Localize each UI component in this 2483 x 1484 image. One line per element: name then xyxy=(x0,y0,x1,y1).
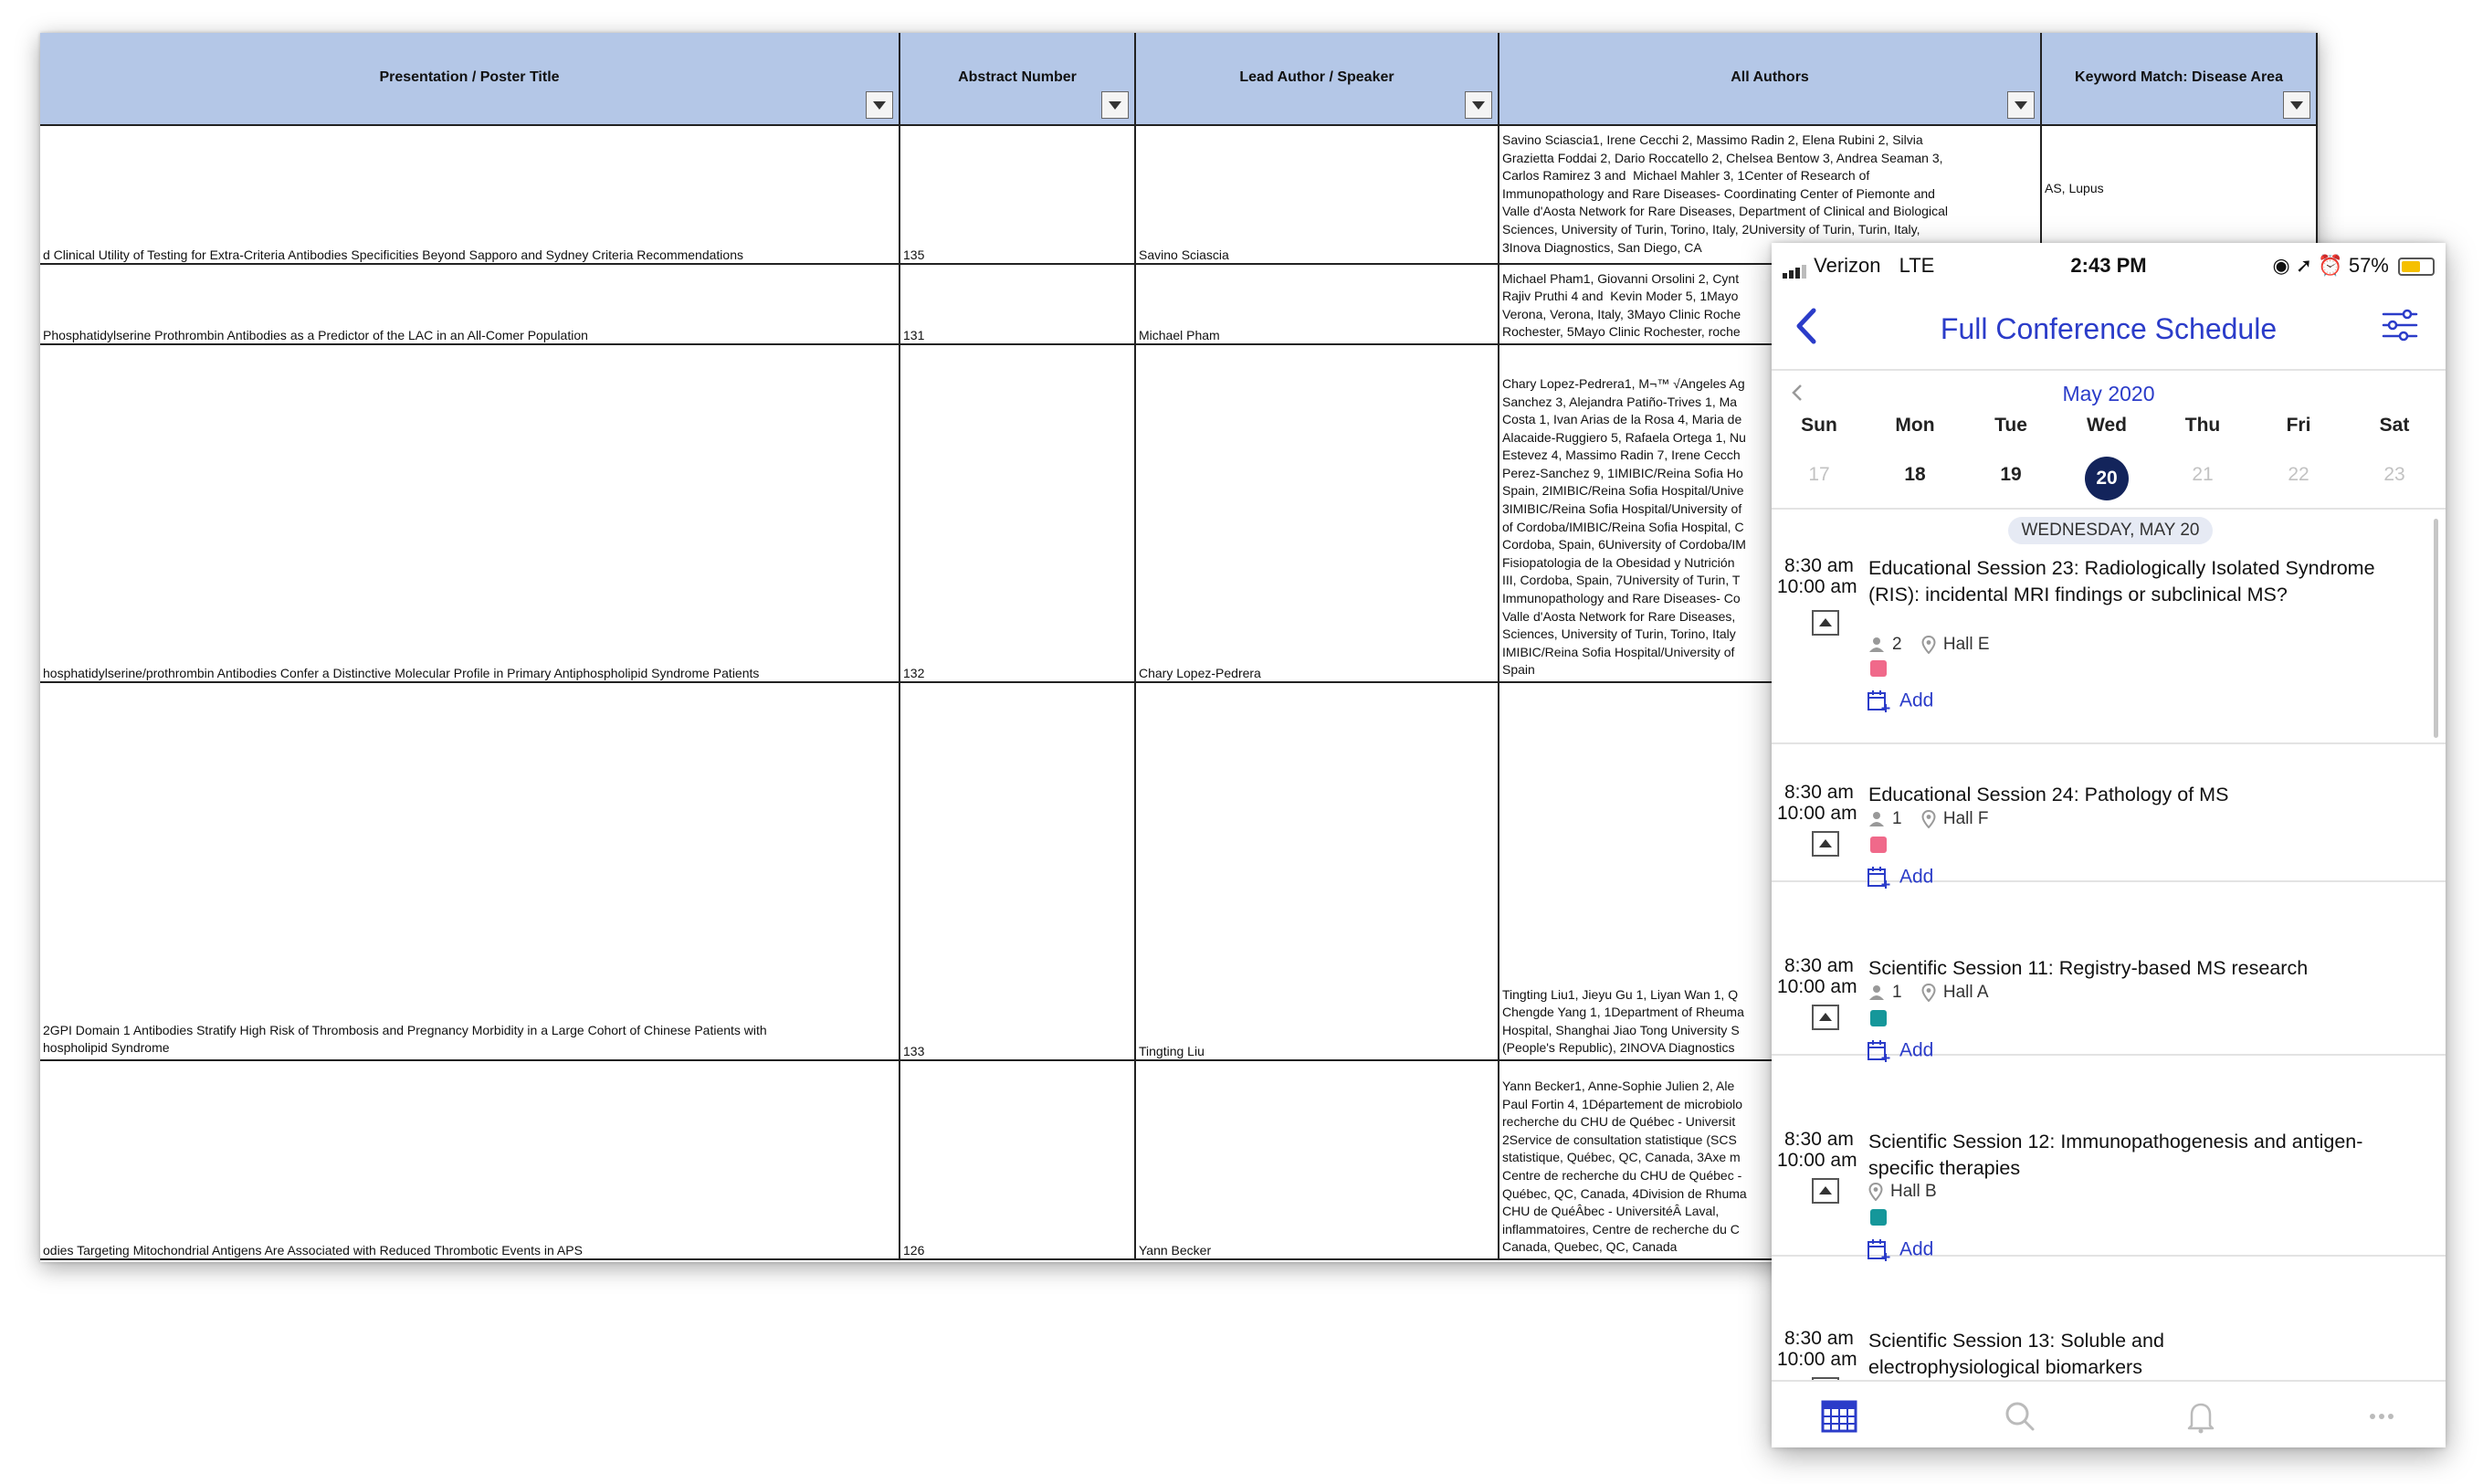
session-title: Scientific Session 11: Registry-based MS research xyxy=(1868,957,2309,979)
cell-text: Michael Pham xyxy=(1139,328,1220,342)
cell-text: Savino Sciascia xyxy=(1139,247,1229,262)
battery-icon xyxy=(2398,258,2435,276)
people-count: 2 xyxy=(1892,635,1902,654)
calendar-add-icon xyxy=(1867,866,1890,889)
session-start-time: 8:30 am xyxy=(1784,1328,1854,1349)
person-icon xyxy=(1868,984,1885,1001)
cell-text: hosphatidylserine/prothrombin Antibodies Confer a Distinctive Molecular Profile in Primary Antiphospholipid Syndrome Patients xyxy=(43,666,760,680)
filter-dropdown-button[interactable] xyxy=(2283,91,2310,119)
session-meta xyxy=(1868,635,1990,655)
cell-text: AS, Lupus xyxy=(2045,181,2104,195)
cell-text: 132 xyxy=(903,666,925,680)
session-item[interactable] xyxy=(1772,1328,2446,1382)
filter-dropdown-button[interactable] xyxy=(2007,91,2035,119)
session-title: Educational Session 23: Radiologically Isolated Syndrome (RIS): incidental MRI findings or subclinical MS? xyxy=(1868,557,2375,605)
location-pin-icon xyxy=(1921,636,1936,654)
cell-lead[interactable] xyxy=(1136,345,1499,681)
cell-text: d Clinical Utility of Testing for Extra-Criteria Antibodies Specificities Beyond Sapporo and Sydney Criteria Recommendations xyxy=(43,247,743,262)
session-item[interactable] xyxy=(1772,555,2446,744)
nav-bar xyxy=(1772,287,2446,371)
cell-abstract[interactable] xyxy=(900,345,1136,681)
session-end-time: 10:00 am xyxy=(1777,803,1857,824)
session-end-time: 10:00 am xyxy=(1777,1349,1857,1370)
session-meta xyxy=(1868,983,1989,1003)
search-icon[interactable] xyxy=(2000,1398,2040,1435)
collapse-toggle[interactable] xyxy=(1812,610,1839,636)
session-title: Educational Session 24: Pathology of MS xyxy=(1868,784,2229,805)
column-header-label: Lead Author / Speaker xyxy=(1239,69,1394,85)
track-color-tag xyxy=(1870,1010,1887,1026)
collapse-toggle[interactable] xyxy=(1812,831,1839,857)
weekday-label: Sun xyxy=(1801,415,1837,436)
session-location: Hall F xyxy=(1942,809,1989,828)
network-label: LTE xyxy=(1899,254,1935,277)
column-header-abstract[interactable] xyxy=(900,33,1136,124)
cell-text: odies Targeting Mitochondrial Antigens Are Associated with Reduced Thrombotic Events in APS xyxy=(43,1243,583,1258)
weekday-label: Wed xyxy=(2087,415,2127,436)
weekday-label: Tue xyxy=(1994,415,2027,436)
add-label: Add xyxy=(1899,1238,1934,1260)
status-bar xyxy=(1772,243,2446,287)
cell-text: Chary Lopez-Pedrera1, M¬™ √Angeles Ag Sanchez 3, Alejandra Patiño-Trives 1, Ma Costa 1, Ivan Arias de la Rosa 4, Maria de Alacaide-Ruggiero 5, Rafaela Ortega 1, Nu Estevez 4, Massimo Radin 7, Irene Cecch Perez-Sanchez 9, 1IMIBIC/Reina Sofia Ho Spain, 2IMIBIC/Reina Sofia Hospital/Unive 3IMIBIC/Reina Sofia Hospital/University of of Cordoba/IMIBIC/Reina Sofia Hospital, C Cordoba, Spain, 6University of Cordoba/IM Fisiopatologia de la Obesidad y Nutrición III, Cordoba, Spain, 7University of Turin, T Immunopathology and Rare Diseases- Co Valle d'Aosta Network for Rare Diseases, Sciences, University of Turin, Torino, Italy IMIBIC/Reina Sofia Hospital/University of Spain xyxy=(1502,375,1746,678)
add-to-schedule-button[interactable] xyxy=(1867,689,1933,713)
collapse-toggle[interactable] xyxy=(1812,1005,1839,1030)
track-color-tag xyxy=(1870,1209,1887,1226)
people-count: 1 xyxy=(1892,983,1902,1002)
location-pin-icon xyxy=(1921,810,1936,828)
track-color-tag xyxy=(1870,837,1887,853)
cell-abstract[interactable] xyxy=(900,124,1136,263)
more-icon[interactable] xyxy=(2362,1398,2402,1435)
add-to-schedule-button[interactable] xyxy=(1867,1238,1933,1262)
filter-sliders-icon[interactable] xyxy=(2380,305,2420,345)
cell-abstract[interactable] xyxy=(900,1061,1136,1258)
date-row xyxy=(1772,457,2446,502)
date-cell[interactable]: 19 xyxy=(2000,464,2022,485)
weekday-label: Thu xyxy=(2184,415,2221,436)
cell-text: Phosphatidylserine Prothrombin Antibodies as a Predictor of the LAC in an All-Comer Population xyxy=(43,328,588,342)
add-label: Add xyxy=(1899,1039,1934,1061)
location-pin-icon xyxy=(1868,1183,1883,1201)
session-start-time: 8:30 am xyxy=(1784,782,1854,803)
session-title: Scientific Session 13: Soluble and electrophysiological biomarkers xyxy=(1868,1330,2164,1378)
cell-text: Tingting Liu xyxy=(1139,1044,1205,1058)
session-meta xyxy=(1868,809,1988,829)
add-to-schedule-button[interactable] xyxy=(1867,1039,1933,1063)
weekday-label: Mon xyxy=(1895,415,1935,436)
filter-dropdown-button[interactable] xyxy=(1465,91,1492,119)
people-count: 1 xyxy=(1892,809,1902,828)
column-header-keyword[interactable] xyxy=(2042,33,2318,124)
column-header-label: Keyword Match: Disease Area xyxy=(2075,69,2283,85)
date-cell[interactable]: 17 xyxy=(1808,464,1830,485)
cell-title[interactable] xyxy=(40,683,900,1059)
status-right xyxy=(2272,254,2435,278)
cell-text: 135 xyxy=(903,247,925,262)
cell-text: Michael Pham1, Giovanni Orsolini 2, Cynt Rajiv Pruthi 4 and Kevin Moder 5, 1Mayo Verona, Verona, Italy, 3Mayo Clinic Roche Rochester, 5Mayo Clinic Rochester, roche xyxy=(1502,270,1741,340)
date-cell[interactable]: 22 xyxy=(2288,464,2309,485)
session-start-time: 8:30 am xyxy=(1784,955,1854,976)
cell-abstract[interactable] xyxy=(900,683,1136,1059)
status-time: 2:43 PM xyxy=(2070,254,2147,277)
cell-text: Yann Becker xyxy=(1139,1243,1212,1258)
filter-dropdown-button[interactable] xyxy=(1101,91,1129,119)
date-cell-selected[interactable]: 20 xyxy=(2085,457,2129,500)
session-meta xyxy=(1868,1182,1937,1202)
cell-lead[interactable] xyxy=(1136,124,1499,263)
session-end-time: 10:00 am xyxy=(1777,576,1857,597)
date-cell[interactable]: 23 xyxy=(2383,464,2405,485)
bell-icon[interactable] xyxy=(2181,1398,2221,1435)
weekday-label: Sat xyxy=(2379,415,2410,436)
column-header-title[interactable] xyxy=(40,33,900,124)
cell-text: Tingting Liu1, Jieyu Gu 1, Liyan Wan 1, Q Chengde Yang 1, 1Department of Rheuma Hospital, Shanghai Jiao Tong University S (People's Republic), 2INOVA Diagnostics xyxy=(1502,986,1744,1056)
carrier-label: Verizon xyxy=(1814,254,1881,277)
add-label: Add xyxy=(1899,866,1934,888)
column-header-authors[interactable] xyxy=(1499,33,2042,124)
session-item[interactable] xyxy=(1772,1129,2446,1260)
cell-text: Chary Lopez-Pedrera xyxy=(1139,666,1261,680)
calendar-icon[interactable] xyxy=(1819,1398,1859,1435)
calendar-add-icon xyxy=(1867,1238,1890,1262)
calendar-add-icon xyxy=(1867,689,1890,713)
cell-title[interactable] xyxy=(40,1061,900,1258)
cell-text: Savino Sciascia1, Irene Cecchi 2, Massimo Radin 2, Elena Rubini 2, Silvia Grazietta Foddai 2, Dario Roccatello 2, Chelsea Bentow 3, Andrea Seaman 3, Carlos Ramirez 3 and Michael Mahler 3, 1Center of Research of Immunopathology and Rare Diseases- Coordinating Center of Piemonte and Valle d'Aosta Network for Rare Diseases, Department of Clinical and Biological Sciences, University of Turin, Torino, Italy, 2University of Turin, Turin, Italy, 3Inova Diagnostics, San Diego, CA xyxy=(1502,132,1948,255)
session-end-time: 10:00 am xyxy=(1777,1150,1857,1171)
header-row xyxy=(40,33,2318,126)
person-icon xyxy=(1868,637,1885,653)
month-label: May 2020 xyxy=(2062,382,2155,405)
cell-abstract[interactable] xyxy=(900,265,1136,343)
cell-title[interactable] xyxy=(40,345,900,681)
session-location: Hall B xyxy=(1890,1182,1937,1201)
cell-text: Yann Becker1, Anne-Sophie Julien 2, Ale Paul Fortin 4, 1Département de microbiolo recherche du CHU de Québec - Universit 2Service de consultation statistique (SCS statistique, Québec, QC, Canada, 3Axe m Centre de recherche du CHU de Québec - Québec, QC, Canada, 4Division de Rhuma CHU de QuéÂbec - UniversitéÂ Laval, inflammatoires, Centre de recherche du C Canada, Quebec, QC, Canada xyxy=(1502,1079,1747,1255)
cell-lead[interactable] xyxy=(1136,683,1499,1059)
cell-lead[interactable] xyxy=(1136,265,1499,343)
cell-text: 131 xyxy=(903,328,925,342)
person-icon xyxy=(1868,811,1885,827)
column-header-label: All Authors xyxy=(1731,69,1809,85)
add-label: Add xyxy=(1899,689,1934,711)
cell-text: 126 xyxy=(903,1243,925,1258)
date-cell[interactable]: 21 xyxy=(2192,464,2214,485)
cell-text: 133 xyxy=(903,1044,925,1058)
weekday-row xyxy=(1772,415,2446,440)
session-start-time: 8:30 am xyxy=(1784,1129,1854,1150)
filter-dropdown-button[interactable] xyxy=(866,91,893,119)
location-pin-icon xyxy=(1921,984,1936,1002)
cell-title[interactable] xyxy=(40,265,900,343)
cell-text: 2GPI Domain 1 Antibodies Stratify High Risk of Thrombosis and Pregnancy Morbidity in a Large Cohort of Chinese Patients with hospholipid Syndrome xyxy=(43,1022,767,1056)
add-to-schedule-button[interactable] xyxy=(1867,866,1933,889)
battery-percent: 57% xyxy=(2348,254,2389,277)
session-item[interactable] xyxy=(1772,955,2446,1061)
session-end-time: 10:00 am xyxy=(1777,976,1857,997)
cell-lead[interactable] xyxy=(1136,1061,1499,1258)
session-location: Hall A xyxy=(1942,983,1989,1002)
calendar-add-icon xyxy=(1867,1039,1890,1063)
page-title: Full Conference Schedule xyxy=(1940,312,2278,345)
session-location: Hall E xyxy=(1942,635,1990,654)
day-header: WEDNESDAY, MAY 20 xyxy=(2008,517,2213,544)
phone-screen xyxy=(1772,243,2446,1447)
column-header-label: Presentation / Poster Title xyxy=(379,69,560,85)
column-header-label: Abstract Number xyxy=(958,69,1077,85)
weekday-label: Fri xyxy=(2286,415,2311,436)
session-title: Scientific Session 12: Immunopathogenesis and antigen-specific therapies xyxy=(1868,1131,2363,1179)
collapse-toggle[interactable] xyxy=(1812,1178,1839,1204)
track-color-tag xyxy=(1870,660,1887,677)
session-item[interactable] xyxy=(1772,782,2446,888)
location-icon: ◉ ➚ ⏰ xyxy=(2272,254,2343,277)
cell-title[interactable] xyxy=(40,124,900,263)
session-list[interactable] xyxy=(1772,510,2446,1382)
session-start-time: 8:30 am xyxy=(1784,555,1854,576)
tab-bar xyxy=(1772,1380,2446,1447)
date-cell[interactable]: 18 xyxy=(1904,464,1926,485)
week-calendar xyxy=(1772,371,2446,510)
column-header-lead[interactable] xyxy=(1136,33,1499,124)
